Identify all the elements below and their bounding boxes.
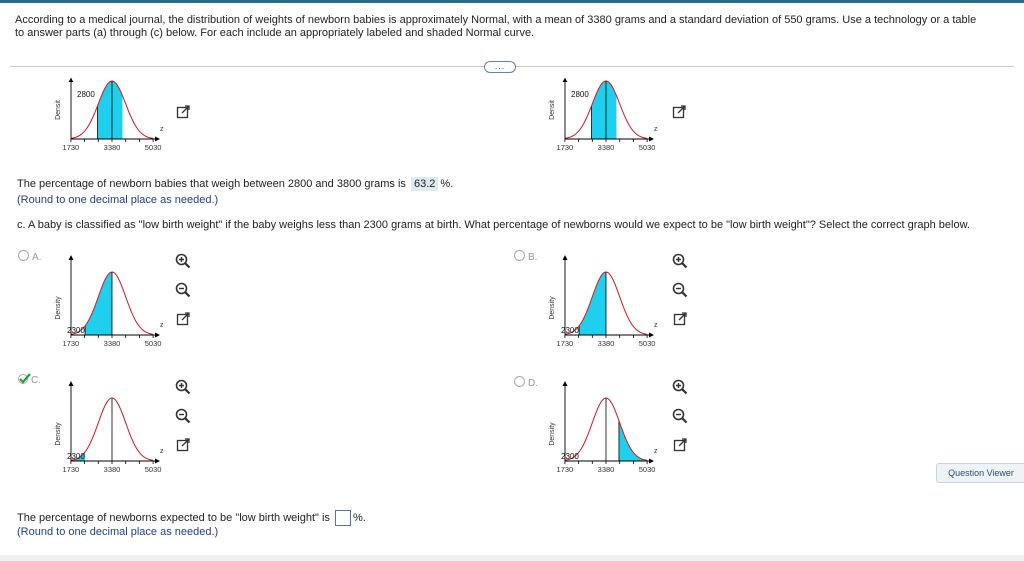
partc-answer-suffix: %. bbox=[353, 511, 366, 524]
bottom-bar bbox=[0, 555, 1024, 561]
partc-round-note: (Round to one decimal place as needed.) bbox=[17, 526, 219, 538]
partb-answer-prefix: The percentage of newborn babies that weigh between 2800 and 3800 grams is bbox=[17, 178, 406, 190]
marker-label: 2800 bbox=[77, 90, 95, 99]
popout-icon[interactable] bbox=[672, 437, 688, 453]
zoom-out-icon[interactable] bbox=[672, 282, 688, 298]
x-tick-label: 3380 bbox=[597, 143, 615, 152]
x-tick-label: 3380 bbox=[597, 339, 615, 348]
marker-label: 2800 bbox=[571, 90, 589, 99]
option-b-radio[interactable] bbox=[514, 250, 537, 263]
radio-circle-icon bbox=[514, 250, 525, 261]
x-tick-label: 1730 bbox=[556, 143, 574, 152]
x-tick-label: 5030 bbox=[638, 465, 656, 474]
partc-answer-prefix: The percentage of newborns expected to be "low birth weight" is bbox=[17, 511, 330, 524]
x-tick-label: 3380 bbox=[103, 465, 121, 474]
shaded-region bbox=[592, 81, 617, 139]
normal-curve-svg bbox=[549, 376, 689, 474]
z-label: z bbox=[160, 448, 164, 455]
partc-answer-line bbox=[17, 510, 366, 526]
x-axis-arrow bbox=[155, 333, 160, 338]
problem-intro bbox=[15, 14, 1015, 40]
y-axis-label: Density bbox=[55, 422, 62, 446]
option-c-radio[interactable] bbox=[18, 374, 41, 386]
partb-graph-right bbox=[549, 78, 689, 173]
x-tick-label: 3380 bbox=[103, 339, 121, 348]
x-axis-arrow bbox=[649, 137, 654, 142]
partb-answer-suffix: %. bbox=[440, 178, 454, 190]
y-axis-arrow bbox=[69, 381, 74, 386]
intro-line-1: According to a medical journal, the distribution of weights of newborn babies is approximately Normal, with a mean of 3380 grams and a standard deviation of 550 grams. Use a technology or a table bbox=[15, 14, 977, 26]
option-c-label: C. bbox=[31, 375, 41, 386]
x-axis-arrow bbox=[155, 459, 160, 464]
x-tick-label: 5030 bbox=[638, 143, 656, 152]
normal-curve-svg bbox=[55, 376, 195, 474]
intro-line-2: to answer parts (a) through (c) below. For each include an appropriately labeled and shaded Normal curve. bbox=[15, 27, 535, 39]
option-d-label: D. bbox=[528, 378, 538, 389]
z-label: z bbox=[654, 126, 658, 133]
top-accent-bar bbox=[0, 0, 1024, 3]
partc-answer-input[interactable] bbox=[335, 510, 351, 526]
x-tick-label: 5030 bbox=[144, 143, 162, 152]
option-c-graph bbox=[55, 376, 195, 474]
y-axis-label: Density bbox=[549, 296, 556, 320]
marker-label: 2300 bbox=[67, 452, 85, 461]
marker-label: 2300 bbox=[67, 326, 85, 335]
z-label: z bbox=[160, 322, 164, 329]
shaded-region bbox=[579, 272, 606, 335]
option-a-radio[interactable] bbox=[18, 250, 41, 263]
x-tick-label: 3380 bbox=[103, 143, 121, 152]
y-axis-arrow bbox=[563, 255, 568, 260]
popout-icon[interactable] bbox=[175, 437, 191, 453]
partb-graph-left bbox=[55, 78, 195, 173]
option-a-graph bbox=[55, 250, 195, 348]
y-axis-label: Densit bbox=[55, 100, 62, 120]
normal-curve-svg bbox=[549, 250, 689, 348]
zoom-in-icon[interactable] bbox=[672, 253, 688, 269]
popout-icon[interactable] bbox=[175, 104, 191, 120]
marker-label: 2300 bbox=[561, 326, 579, 335]
partb-answer-value[interactable]: 63.2 bbox=[411, 177, 438, 191]
x-tick-label: 1730 bbox=[556, 465, 574, 474]
normal-curve-svg bbox=[55, 78, 195, 173]
zoom-in-icon[interactable] bbox=[175, 379, 191, 395]
y-axis-arrow bbox=[563, 381, 568, 386]
y-axis-arrow bbox=[69, 255, 74, 260]
marker-label: 2300 bbox=[561, 452, 579, 461]
x-tick-label: 5030 bbox=[144, 465, 162, 474]
option-d-radio[interactable] bbox=[514, 376, 538, 389]
z-label: z bbox=[654, 322, 658, 329]
partb-answer-line bbox=[17, 177, 453, 191]
checkmark-icon bbox=[18, 374, 29, 385]
expand-more-button[interactable]: ... bbox=[484, 61, 516, 73]
shaded-region bbox=[85, 272, 112, 335]
option-b-graph bbox=[549, 250, 689, 348]
zoom-out-icon[interactable] bbox=[175, 282, 191, 298]
z-label: z bbox=[160, 126, 164, 133]
radio-circle-icon bbox=[18, 250, 29, 261]
x-tick-label: 1730 bbox=[62, 339, 80, 348]
zoom-out-icon[interactable] bbox=[672, 408, 688, 424]
x-axis-arrow bbox=[649, 333, 654, 338]
shaded-region bbox=[619, 421, 647, 461]
zoom-out-icon[interactable] bbox=[175, 408, 191, 424]
normal-curve-svg bbox=[549, 78, 689, 173]
popout-icon[interactable] bbox=[671, 104, 687, 120]
popout-icon[interactable] bbox=[672, 311, 688, 327]
zoom-in-icon[interactable] bbox=[175, 253, 191, 269]
zoom-in-icon[interactable] bbox=[672, 379, 688, 395]
x-tick-label: 1730 bbox=[62, 465, 80, 474]
question-viewer-button[interactable]: Question Viewer bbox=[936, 463, 1024, 483]
x-axis-arrow bbox=[649, 459, 654, 464]
y-axis-arrow bbox=[69, 78, 74, 82]
z-label: z bbox=[654, 448, 658, 455]
x-tick-label: 3380 bbox=[597, 465, 615, 474]
option-d-graph bbox=[549, 376, 689, 474]
popout-icon[interactable] bbox=[175, 311, 191, 327]
x-axis-arrow bbox=[155, 137, 160, 142]
y-axis-label: Density bbox=[549, 422, 556, 446]
y-axis-label: Density bbox=[55, 296, 62, 320]
partb-round-note: (Round to one decimal place as needed.) bbox=[17, 194, 219, 206]
y-axis-arrow bbox=[563, 78, 568, 82]
partc-question: c. A baby is classified as "low birth weight" if the baby weighs less than 2300 grams at birth. What percentage of newborns would we expect to be "low birth weight"? Select the correct graph below. bbox=[17, 219, 970, 231]
normal-curve-svg bbox=[55, 250, 195, 348]
shaded-region bbox=[98, 81, 123, 139]
option-b-label: B. bbox=[528, 252, 538, 263]
radio-circle-icon bbox=[514, 376, 525, 387]
x-tick-label: 5030 bbox=[144, 339, 162, 348]
x-tick-label: 1730 bbox=[62, 143, 80, 152]
option-a-label: A. bbox=[32, 252, 42, 263]
x-tick-label: 5030 bbox=[638, 339, 656, 348]
y-axis-label: Densit bbox=[549, 100, 556, 120]
x-tick-label: 1730 bbox=[556, 339, 574, 348]
